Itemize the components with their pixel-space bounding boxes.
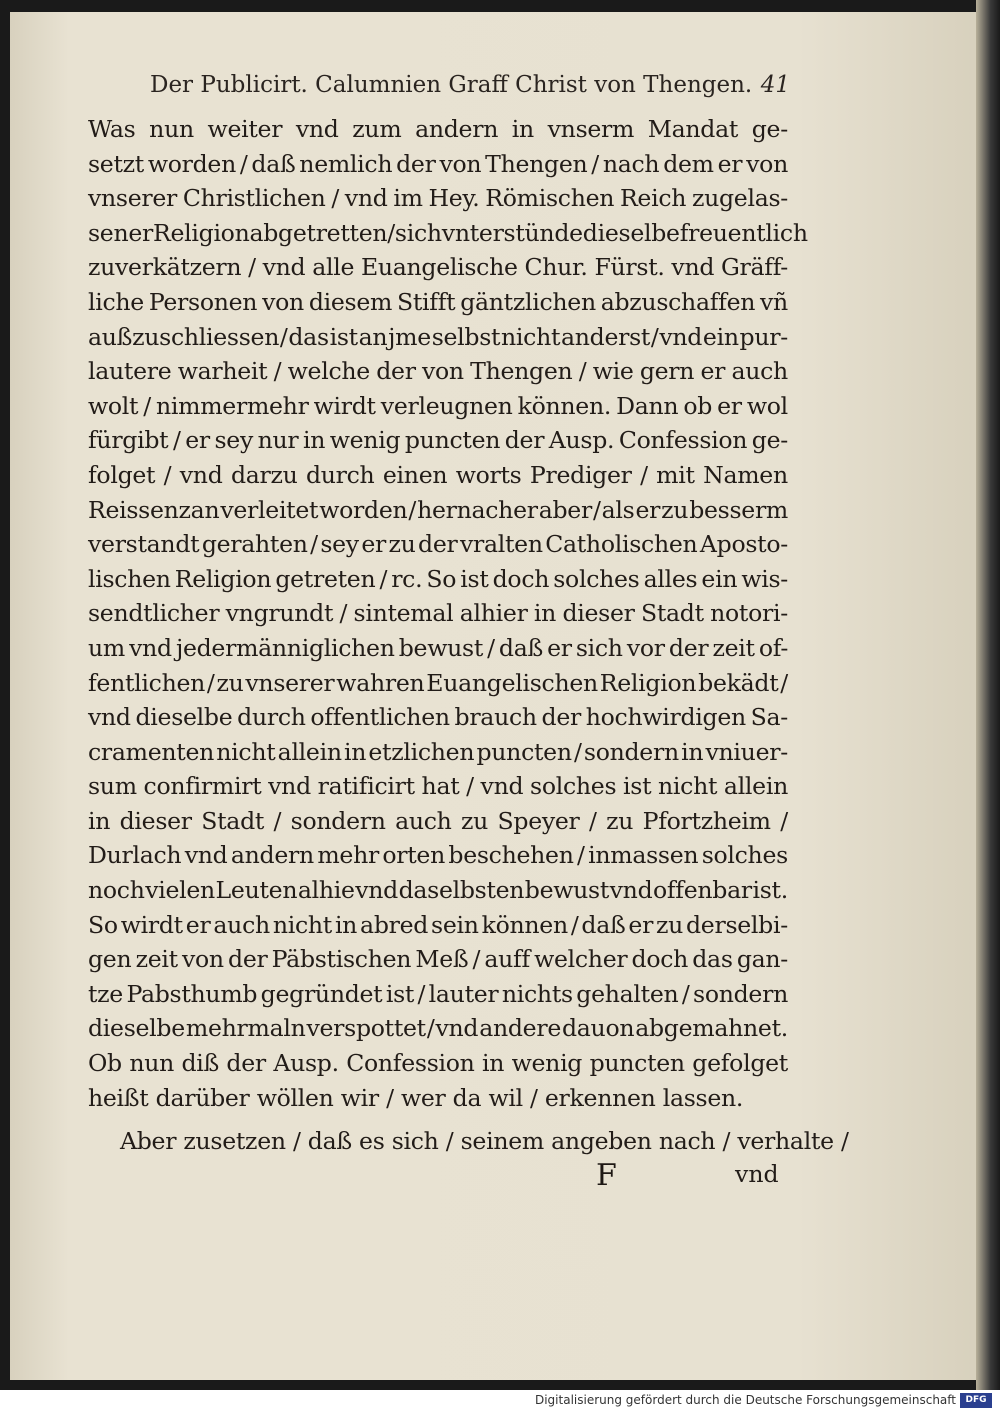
text-line: gen zeit von der Päbstischen Meß / auff welcher doch das gan-: [88, 945, 788, 974]
text-line: wolt / nimmermehr wirdt verleugnen können. Dann ob er wol: [88, 391, 788, 420]
text-line: heißt darüber wöllen wir / wer da wil / erkennen lassen.: [88, 1083, 744, 1112]
text-line: So wirdt er auch nicht in abred sein können / daß er zu derselbi-: [88, 910, 788, 939]
text-line: liche Personen von diesem Stifft gäntzlichen abzuschaffen vñ: [88, 287, 788, 316]
text-line: fentlichen / zu vnserer wahren Euangelischen Religion bekädt /: [88, 668, 788, 697]
text-line: außzuschliessen / das ist an jme selbst nicht anderst / vnd ein pur-: [88, 322, 788, 351]
text-line: Was nun weiter vnd zum andern in vnserm Mandat ge-: [88, 115, 788, 143]
funding-credit: Digitalisierung gefördert durch die Deutsche Forschungsgemeinschaft: [534, 1393, 956, 1407]
text-line: in dieser Stadt / sondern auch zu Speyer / zu Pfortzheim /: [88, 806, 788, 835]
running-title: Der Publicirt. Calumnien Graff Christ von Thengen.: [150, 72, 753, 98]
text-line: noch vielen Leuten alhie vnd daselbsten bewust vnd offenbar ist.: [88, 876, 788, 905]
text-line: tze Pabsthumb gegründet ist / lauter nichts gehalten / sondern: [88, 979, 788, 1008]
page-number: 41: [760, 72, 790, 98]
text-line: lischen Religion getreten / rc. So ist doch solches alles ein wis-: [88, 564, 788, 593]
text-line: Aber zusetzen / daß es sich / seinem angeben nach / verhalte /: [120, 1127, 849, 1155]
catchword: vnd: [735, 1160, 779, 1188]
text-line: fürgibt / er sey nur in wenig puncten der Ausp. Confession ge-: [88, 426, 788, 455]
text-line: Durlach vnd andern mehr orten beschehen / inmassen solches: [88, 841, 788, 870]
text-line: setzt worden / daß nemlich der von Thengen / nach dem er von: [88, 149, 788, 178]
text-line: zuverkätzern / vnd alle Euangelische Chur. Fürst. vnd Gräff-: [88, 253, 788, 282]
text-line: sum confirmirt vnd ratificirt hat / vnd solches ist nicht allein: [88, 772, 788, 801]
text-line: um vnd jedermänniglichen bewust / daß er sich vor der zeit of-: [88, 633, 788, 662]
text-line: sendtlicher vngrundt / sintemal alhier in dieser Stadt notori-: [88, 599, 788, 628]
text-line: sener Religion abgetretten / sich vnterstünde dieselbe freuentlich: [88, 218, 808, 247]
signature-mark: F: [596, 1158, 617, 1193]
text-line: folget / vnd darzu durch einen worts Prediger / mit Namen: [88, 460, 788, 489]
footer-bar: [0, 1390, 1000, 1412]
main-paragraph: [88, 112, 808, 1115]
text-line: verstandt gerahten / sey er zu der vralten Catholischen Aposto-: [88, 530, 788, 559]
text-line: lautere warheit / welche der von Thengen / wie gern er auch: [88, 357, 788, 386]
text-line: vnd dieselbe durch offentlichen brauch der hochwirdigen Sa-: [88, 703, 788, 732]
text-line: Reissenzan verleitet worden / hernacher aber / als er zu besserm: [88, 495, 788, 524]
text-line: dieselbe mehrmaln verspottet / vnd andere dauon abgemahnet.: [88, 1014, 788, 1043]
second-paragraph: [120, 1124, 849, 1159]
text-line: cramenten nicht allein in etzlichen puncten / sondern in vniuer-: [88, 737, 788, 766]
text-line: vnserer Christlichen / vnd im Hey. Römischen Reich zugelas-: [88, 184, 788, 213]
text-line: Ob nun diß der Ausp. Confession in wenig puncten gefolget: [88, 1049, 788, 1078]
running-header: [150, 72, 790, 106]
dfg-logo: DFG: [960, 1393, 992, 1408]
page-edge-shadow: [976, 0, 1000, 1390]
